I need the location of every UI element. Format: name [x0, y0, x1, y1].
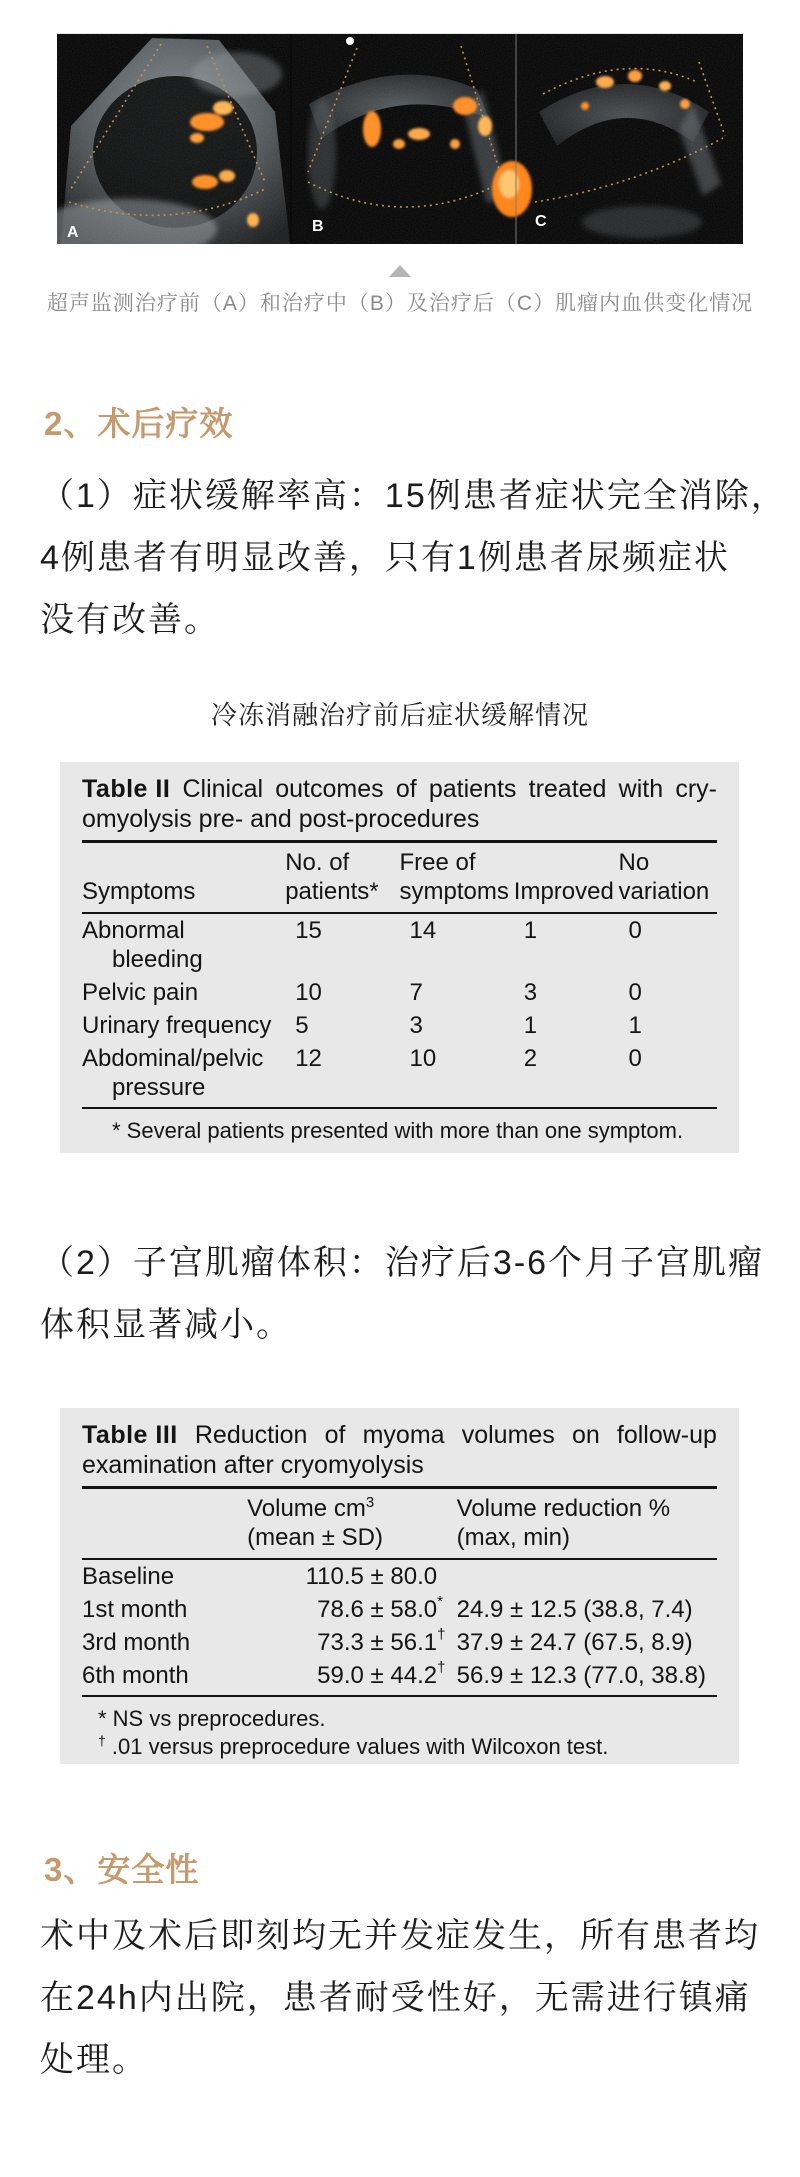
table-3-header-row [82, 1489, 717, 1559]
table-3-title-line1 [82, 1420, 717, 1450]
table-row: 3rd month 73.3 ± 56.1† 37.9 ± 24.7 (67.5, 8.9) [82, 1626, 693, 1656]
section-heading-efficacy: 2、术后疗效 [44, 405, 234, 442]
title-word: on [571, 1421, 600, 1449]
table-2-footnote: * Several patients presented with more than one symptom. [112, 1118, 684, 1143]
col-volume-reduction: Volume reduction % (max, min) [457, 1489, 717, 1559]
title-word: myoma [362, 1421, 445, 1449]
title-word: Reduction [194, 1421, 308, 1449]
col-volume: Volume $cm^3$ (mean ± SD) [247, 1489, 457, 1559]
title-word: follow-up [616, 1421, 717, 1449]
table-3-panel [60, 1408, 739, 1764]
table-2 [82, 843, 717, 1109]
ultrasound-image[interactable] [57, 33, 743, 244]
col-timepoint [82, 1489, 247, 1559]
section-heading-safety: 3、安全性 [44, 1851, 200, 1888]
table-row: Baseline 110.5 ± 80.0 [82, 1563, 438, 1590]
title-word: patients [428, 775, 517, 803]
title-word: outcomes [275, 775, 384, 803]
col-improved: Improved [514, 843, 619, 913]
table-row: 6th month 59.0 ± 44.2† 56.9 ± 12.3 (77.0, 38.8) [82, 1659, 717, 1696]
title-word: volumes [461, 1421, 555, 1449]
paragraph-line: 处理。 [40, 2041, 148, 2079]
table-row: Abdominal/pelvic pressure 12 10 2 0 [82, 1042, 717, 1108]
panel-label-b: B [312, 218, 324, 235]
title-word: Clinical [182, 775, 264, 803]
paragraph-line: 没有改善。 [40, 601, 220, 639]
table-2-title-line2: omyolysis pre- and post-procedures [82, 805, 480, 833]
table-2-label: Table II [82, 775, 171, 803]
table-3-footnote-2: † .01 versus preprocedure values with Wilcoxon test. [98, 1732, 609, 1759]
table-2-header-row [82, 843, 717, 913]
title-word: cry- [675, 775, 717, 803]
table-2-panel [60, 762, 739, 1153]
col-no-of-patients: No. of patients* [285, 843, 399, 913]
paragraph-line: （1）症状缓解率高：15例患者症状完全消除， [40, 477, 787, 515]
table-3-title-line2: examination after cryomyolysis [82, 1451, 424, 1479]
panel-label-c: C [535, 213, 547, 230]
speckle-noise [57, 34, 743, 244]
table-row: 1st month 78.6 ± 58.0* 24.9 ± 12.5 (38.8, 7.4) [82, 1593, 693, 1623]
title-word: of [395, 775, 417, 803]
table-3-footnote-1: * NS vs preprocedures. [98, 1706, 326, 1731]
col-free-of-symptoms: Free of symptoms [399, 843, 513, 913]
panel-label-a: A [67, 224, 79, 241]
title-word: of [324, 1421, 346, 1449]
paragraph-line: 4例患者有明显改善，只有1例患者尿频症状 [40, 539, 730, 577]
table-3-label: Table III [82, 1421, 178, 1449]
paragraph-symptom-relief [40, 465, 787, 651]
paragraph-line: 体积显著减小。 [40, 1306, 292, 1344]
col-no-variation: No variation [619, 843, 717, 913]
paragraph-line: （2）子宫肌瘤体积：治疗后3-6个月子宫肌瘤 [40, 1244, 765, 1282]
title-word: with [618, 775, 664, 803]
paragraph-line: 术中及术后即刻均无并发症发生，所有患者均 [40, 1917, 760, 1955]
table-row: Abnormal bleeding 15 14 1 0 [82, 917, 642, 973]
title-word: treated [528, 775, 607, 803]
paragraph-line: 在24h内出院，患者耐受性好，无需进行镇痛 [40, 1979, 751, 2017]
collapse-triangle-icon [389, 265, 411, 277]
table-2-caption: 冷冻消融治疗前后症状缓解情况 [210, 700, 589, 730]
paragraph-volume-reduction [40, 1232, 768, 1356]
figure-caption: 超声监测治疗前（A）和治疗中（B）及治疗后（C）肌瘤内血供变化情况 [46, 292, 754, 315]
table-row: Urinary frequency 5 3 1 1 [82, 1012, 642, 1039]
table-row: Pelvic pain 10 7 3 0 [82, 979, 642, 1006]
ultrasound-svg [57, 34, 743, 244]
table-3 [82, 1489, 717, 1697]
paragraph-safety [40, 1905, 768, 2091]
table-2-title-line1 [82, 774, 717, 804]
col-symptoms: Symptoms [82, 843, 285, 913]
